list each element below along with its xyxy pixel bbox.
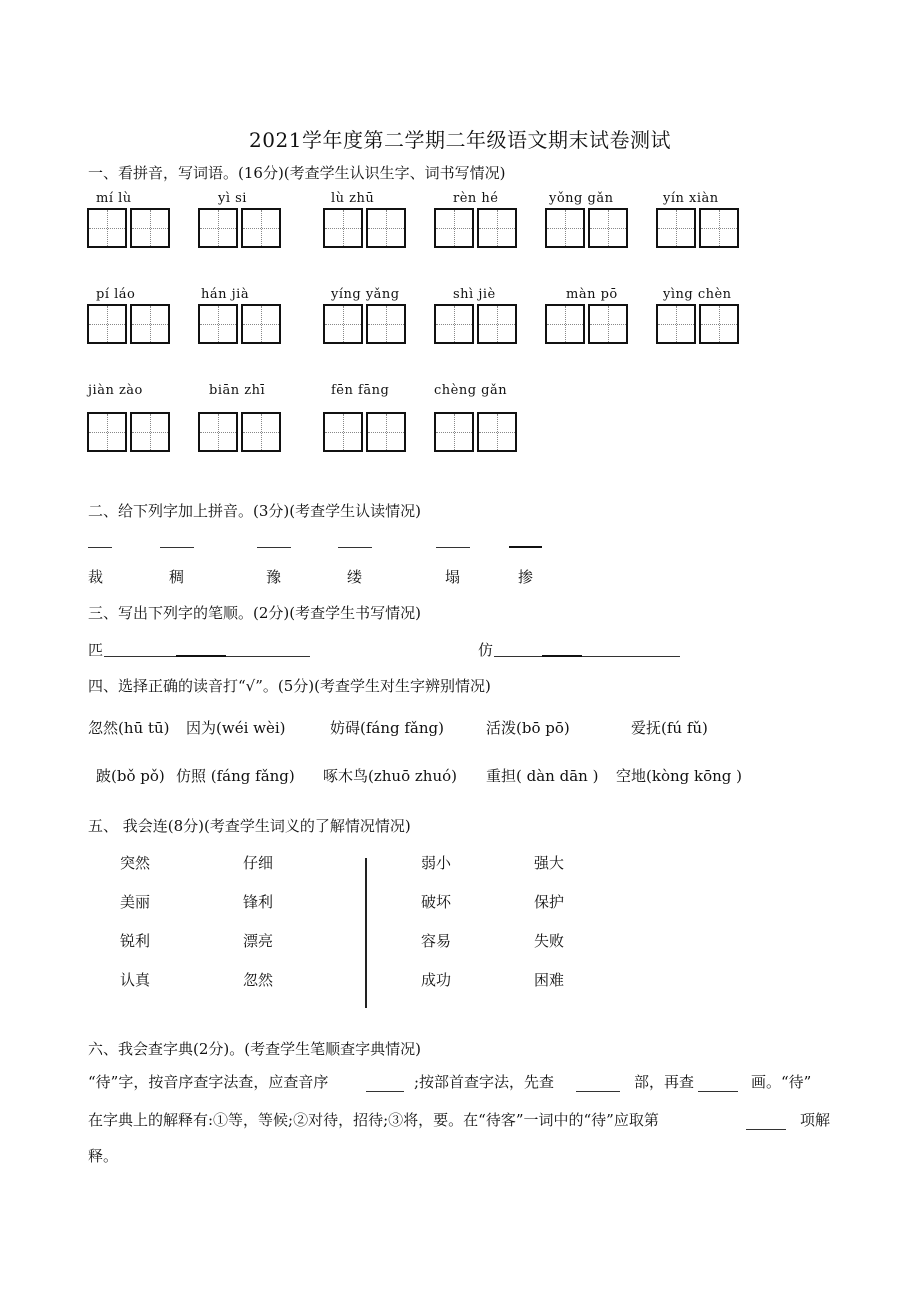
section1-heading: 一、看拼音，写词语。(16分)(考查学生认识生字、词书写情况) — [88, 164, 506, 182]
writing-grid-box[interactable] — [699, 304, 739, 344]
stroke-order-blank-underline — [176, 654, 226, 657]
answer-blank[interactable] — [746, 1128, 786, 1130]
writing-grid-box[interactable] — [366, 208, 406, 248]
section4-heading: 四、选择正确的读音打“√”。(5分)(考查学生对生字辨别情况) — [88, 677, 491, 695]
pinyin-label: rèn hé — [453, 191, 499, 206]
match-word[interactable]: 突然 — [120, 854, 151, 872]
pinyin-label: biān zhī — [209, 383, 266, 398]
match-word[interactable]: 失败 — [534, 932, 565, 950]
writing-grid-box[interactable] — [477, 412, 517, 452]
writing-grid-box[interactable] — [588, 304, 628, 344]
reading-choice-item[interactable]: 空地(kòng kōng ) — [616, 767, 743, 785]
match-word[interactable]: 锐利 — [120, 932, 151, 950]
match-word[interactable]: 成功 — [421, 971, 452, 989]
match-word[interactable]: 认真 — [120, 971, 151, 989]
writing-grid-box[interactable] — [198, 412, 238, 452]
dictionary-question-text: 在字典上的解释有:①等，等候;②对待，招待;③将，要。在“待客”一词中的“待”应取第 — [88, 1111, 659, 1129]
match-word[interactable]: 弱小 — [421, 854, 452, 872]
match-word[interactable]: 保护 — [534, 893, 565, 911]
dictionary-question-text: ;按部首查字法，先查 — [414, 1073, 555, 1091]
pinyin-label: yì si — [218, 191, 247, 206]
pinyin-label: màn pō — [566, 287, 618, 302]
section2-heading: 二、给下列字加上拼音。(3分)(考查学生认读情况) — [88, 502, 421, 520]
writing-grid-box[interactable] — [545, 304, 585, 344]
reading-choice-item[interactable]: 妨碍(fáng fǎng) — [330, 719, 444, 737]
writing-grid-box[interactable] — [656, 208, 696, 248]
question-char: 仿 — [478, 641, 494, 659]
pinyin-answer-blank[interactable] — [257, 546, 291, 548]
writing-grid-box[interactable] — [366, 304, 406, 344]
reading-choice-item[interactable]: 仿照 (fáng fǎng) — [176, 767, 295, 785]
reading-choice-item[interactable]: 啄木鸟(zhuō zhuó) — [323, 767, 457, 785]
pinyin-label: jiàn zào — [88, 383, 143, 398]
pinyin-label: yíng yǎng — [331, 287, 400, 302]
dictionary-question-text: 释。 — [88, 1147, 119, 1165]
writing-grid-box[interactable] — [87, 412, 127, 452]
answer-blank[interactable] — [698, 1090, 738, 1092]
question-char: 匹 — [88, 641, 104, 659]
question-char: 塌 — [445, 568, 461, 586]
writing-grid-box[interactable] — [434, 304, 474, 344]
writing-grid-box[interactable] — [198, 208, 238, 248]
writing-grid-box[interactable] — [198, 304, 238, 344]
section5-heading: 五、 我会连(8分)(考查学生词义的了解情况情况) — [88, 817, 411, 835]
match-word[interactable]: 锋利 — [243, 893, 274, 911]
stroke-order-blank[interactable] — [494, 655, 680, 657]
writing-grid-box[interactable] — [434, 208, 474, 248]
reading-choice-item[interactable]: 跛(bǒ pǒ) — [96, 767, 165, 785]
answer-blank[interactable] — [366, 1090, 404, 1092]
pinyin-label: yǒng gǎn — [549, 191, 614, 206]
writing-grid-box[interactable] — [87, 208, 127, 248]
reading-choice-item[interactable]: 重担( dàn dān ) — [486, 767, 599, 785]
writing-grid-box[interactable] — [699, 208, 739, 248]
question-char: 稠 — [169, 568, 185, 586]
pinyin-label: lù zhū — [331, 191, 375, 206]
match-word[interactable]: 漂亮 — [243, 932, 274, 950]
writing-grid-box[interactable] — [477, 208, 517, 248]
writing-grid-box[interactable] — [323, 412, 363, 452]
match-word[interactable]: 美丽 — [120, 893, 151, 911]
pinyin-label: fēn fāng — [331, 383, 390, 398]
pinyin-answer-blank[interactable] — [160, 546, 194, 548]
pinyin-label: pí láo — [96, 287, 136, 302]
question-char: 裁 — [88, 568, 104, 586]
pinyin-answer-blank[interactable] — [88, 546, 112, 548]
dictionary-question-text: 项解 — [800, 1111, 831, 1129]
pinyin-answer-blank[interactable] — [509, 545, 542, 548]
writing-grid-box[interactable] — [130, 208, 170, 248]
writing-grid-box[interactable] — [434, 412, 474, 452]
pinyin-label: chèng gǎn — [434, 383, 508, 398]
writing-grid-box[interactable] — [656, 304, 696, 344]
pinyin-label: yín xiàn — [663, 191, 719, 206]
pinyin-label: hán jià — [201, 287, 250, 302]
section6-heading: 六、我会查字典(2分)。(考查学生笔顺查字典情况) — [88, 1040, 421, 1058]
dictionary-question-text: “待”字，按音序查字法查，应查音序 — [88, 1073, 329, 1091]
pinyin-label: yìng chèn — [663, 287, 732, 302]
match-word[interactable]: 困难 — [534, 971, 565, 989]
pinyin-label: mí lù — [96, 191, 132, 206]
reading-choice-item[interactable]: 爱抚(fú fǔ) — [631, 719, 708, 737]
pinyin-answer-blank[interactable] — [436, 546, 470, 548]
question-char: 缕 — [347, 568, 363, 586]
writing-grid-box[interactable] — [241, 412, 281, 452]
question-char: 掺 — [518, 568, 534, 586]
match-word[interactable]: 容易 — [421, 932, 452, 950]
reading-choice-item[interactable]: 活泼(bō pō) — [486, 719, 570, 737]
question-char: 豫 — [266, 568, 282, 586]
writing-grid-box[interactable] — [545, 208, 585, 248]
answer-blank[interactable] — [576, 1090, 620, 1092]
writing-grid-box[interactable] — [241, 304, 281, 344]
writing-grid-box[interactable] — [323, 208, 363, 248]
pinyin-answer-blank[interactable] — [338, 546, 372, 548]
writing-grid-box[interactable] — [588, 208, 628, 248]
dictionary-question-text: 画。“待” — [751, 1073, 812, 1091]
writing-grid-box[interactable] — [323, 304, 363, 344]
match-word[interactable]: 强大 — [534, 854, 565, 872]
page-title: 2021学年度第二学期二年级语文期末试卷测试 — [249, 128, 671, 152]
writing-grid-box[interactable] — [87, 304, 127, 344]
writing-grid-box[interactable] — [130, 304, 170, 344]
reading-choice-item[interactable]: 忽然(hū tū) — [88, 719, 170, 737]
stroke-order-blank-underline — [542, 654, 582, 657]
writing-grid-box[interactable] — [130, 412, 170, 452]
dictionary-question-text: 部，再查 — [634, 1073, 695, 1091]
match-word[interactable]: 仔细 — [243, 854, 274, 872]
reading-choice-item[interactable]: 因为(wéi wèi) — [186, 719, 286, 737]
section3-heading: 三、写出下列字的笔顺。(2分)(考查学生书写情况) — [88, 604, 421, 622]
match-word[interactable]: 忽然 — [243, 971, 274, 989]
column-divider — [365, 858, 367, 1008]
writing-grid-box[interactable] — [366, 412, 406, 452]
writing-grid-box[interactable] — [477, 304, 517, 344]
match-word[interactable]: 破坏 — [421, 893, 452, 911]
writing-grid-box[interactable] — [241, 208, 281, 248]
pinyin-label: shì jiè — [453, 287, 496, 302]
